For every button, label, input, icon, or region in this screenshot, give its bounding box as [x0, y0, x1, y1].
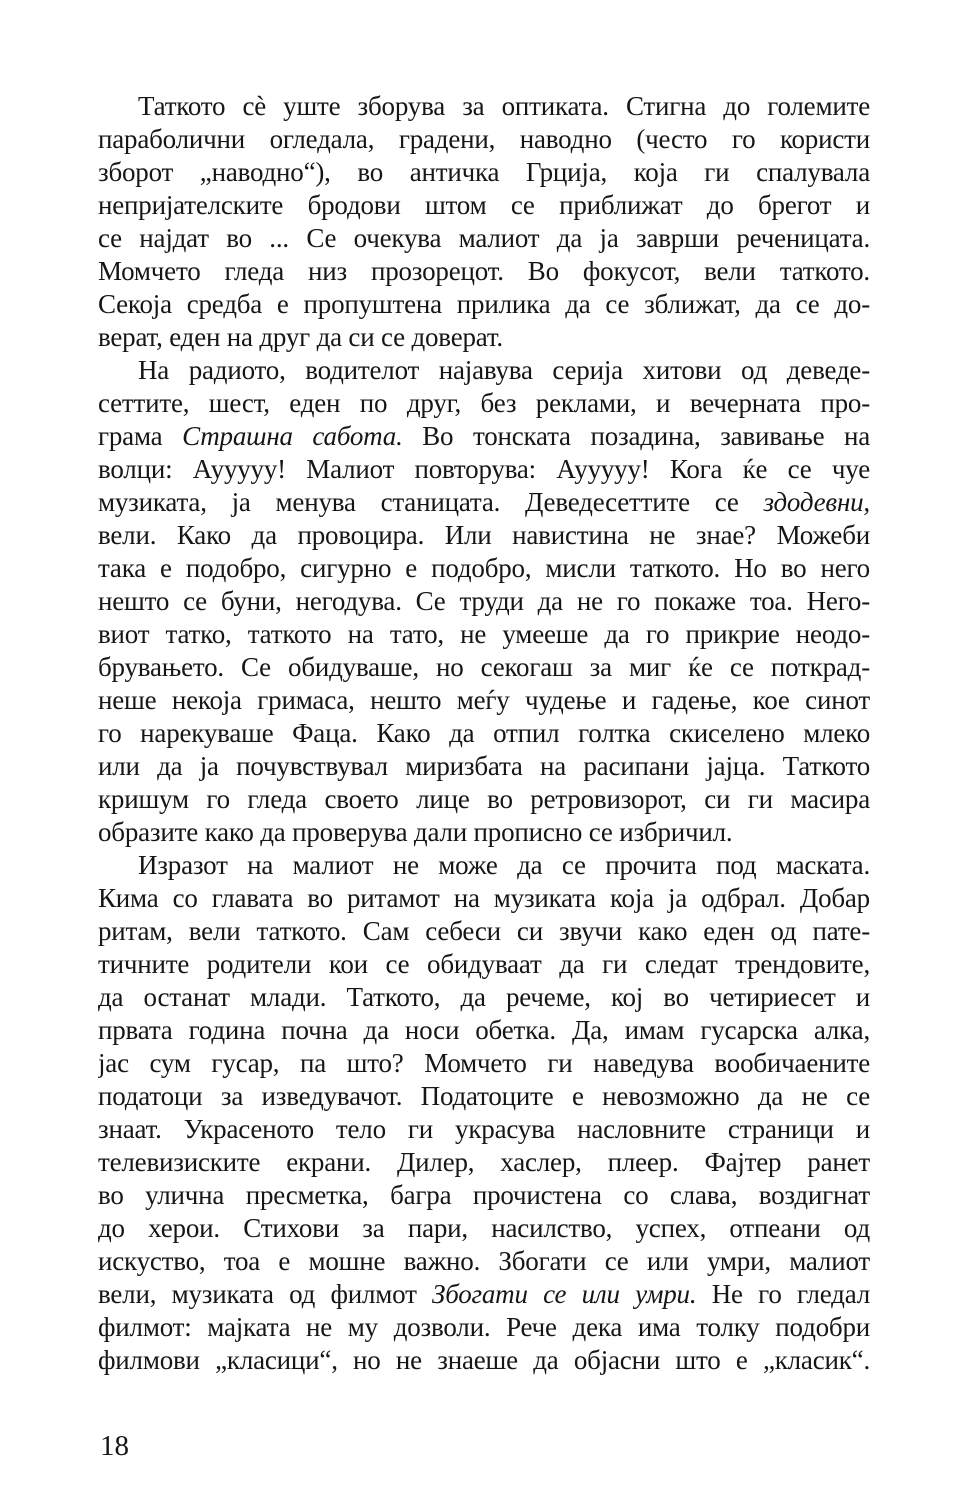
text-line	[98, 1179, 870, 1212]
text-segment: Таткото сѐ уште зборува за оптиката. Стигна до големите	[138, 91, 870, 121]
text-segment: да останат млади. Таткото, да речеме, кој во четириесет и	[98, 982, 870, 1012]
text-line	[98, 585, 870, 618]
text-line	[98, 1311, 870, 1344]
text-segment: музиката, ја менува станицата. Деведесеттите се	[98, 487, 764, 517]
text-line	[98, 519, 870, 552]
text-line	[98, 816, 870, 849]
text-segment: виот татко, таткото на тато, не умееше да го прикрие неодо-	[98, 619, 870, 649]
text-line	[98, 849, 870, 882]
text-line	[98, 1245, 870, 1278]
text-line	[98, 1146, 870, 1179]
text-segment: нешто се буни, негодува. Се труди да не го покаже тоа. Него-	[98, 586, 870, 616]
text-segment: тичните родители кои се обидуваат да ги следат трендовите,	[98, 949, 870, 979]
text-segment: се најдат во ... Се очекува малиот да ја заврши реченицата.	[98, 223, 870, 253]
text-segment: зборот „наводно“), во античка Грција, која ги спалувала	[98, 157, 870, 187]
text-line	[98, 552, 870, 585]
text-segment: Во тонската позадина, завивање на	[402, 421, 870, 451]
italic-text: Збогати се или умри.	[432, 1279, 697, 1309]
text-segment: непријателските бродови штом се приближат до брегот и	[98, 190, 870, 220]
text-segment: грама	[98, 421, 183, 451]
text-line	[98, 618, 870, 651]
text-line	[98, 1278, 870, 1311]
text-segment: знаат. Украсеното тело ги украсува насловните страници и	[98, 1114, 870, 1144]
text-line	[98, 981, 870, 1014]
text-line	[98, 156, 870, 189]
text-segment: брувањето. Се обидуваше, но секогаш за миг ќе се поткрад-	[98, 652, 870, 682]
text-line	[98, 882, 870, 915]
text-line	[98, 1113, 870, 1146]
text-segment: филмови „класици“, но не знаеше да објасни што е „класик“.	[98, 1345, 870, 1375]
text-segment: волци: Аууууу! Малиот повторува: Аууууу! Кога ќе се чуе	[98, 454, 870, 484]
text-segment: искуство, тоа е мошне важно. Збогати се или умри, малиот	[98, 1246, 870, 1276]
text-line	[98, 1047, 870, 1080]
text-segment: Кима со главата во ритамот на музиката која ја одбрал. Добар	[98, 883, 870, 913]
text-line	[98, 123, 870, 156]
page-number: 18	[100, 1430, 129, 1462]
text-segment: вели, музиката од филмот	[98, 1279, 433, 1309]
text-line	[98, 1014, 870, 1047]
text-segment: првата година почна да носи обетка. Да, имам гусарска алка,	[98, 1015, 870, 1045]
text-line	[98, 420, 870, 453]
text-line	[98, 222, 870, 255]
text-segment: На радиото, водителот најавува серија хитови од деведе-	[138, 355, 870, 385]
text-segment: јас сум гусар, па што? Момчето ги наведува вообичаените	[98, 1048, 870, 1078]
text-line	[98, 1212, 870, 1245]
text-segment: податоци за изведувачот. Податоците е невозможно да не се	[98, 1081, 870, 1111]
text-segment: неше некоја гримаса, нешто меѓу чудење и гадење, кое синот	[98, 685, 870, 715]
text-line	[98, 288, 870, 321]
text-line	[98, 717, 870, 750]
text-line	[98, 783, 870, 816]
paragraph	[98, 354, 870, 849]
text-segment: ритам, вели таткото. Сам себеси си звучи како еден од пате-	[98, 916, 870, 946]
text-segment: во улична пресметка, багра прочистена со слава, воздигнат	[98, 1180, 870, 1210]
text-line	[98, 354, 870, 387]
text-segment: Изразот на малиот не може да се прочита под маската.	[138, 850, 870, 880]
italic-text: Страшна сабота.	[182, 421, 403, 451]
text-line	[98, 189, 870, 222]
text-segment: верат, еден на друг да си се доверат.	[98, 322, 503, 352]
text-line	[98, 1344, 870, 1377]
text-segment: образите како да проверува дали прописно се избричил.	[98, 817, 733, 847]
text-segment: вели. Како да провоцира. Или навистина не знае? Можеби	[98, 520, 870, 550]
text-segment: го нарекуваше Фаца. Како да отпил голтка скиселено млеко	[98, 718, 870, 748]
text-line	[98, 387, 870, 420]
text-line	[98, 90, 870, 123]
text-segment: Не го гледал	[696, 1279, 870, 1309]
paragraph	[98, 90, 870, 354]
text-segment: кришум го гледа своето лице во ретровизорот, си ги масира	[98, 784, 870, 814]
text-segment: до херои. Стихови за пари, насилство, успех, отпеани од	[98, 1213, 870, 1243]
text-block	[98, 90, 870, 1377]
text-line	[98, 948, 870, 981]
text-line	[98, 486, 870, 519]
text-line	[98, 750, 870, 783]
text-segment: телевизиските екрани. Дилер, хаслер, плеер. Фајтер ранет	[98, 1147, 870, 1177]
text-line	[98, 651, 870, 684]
italic-text: здодевни,	[763, 487, 870, 517]
text-segment: филмот: мајката не му дозволи. Рече дека има толку подобри	[98, 1312, 870, 1342]
text-segment: или да ја почувствувал миризбата на расипани јајца. Таткото	[98, 751, 870, 781]
text-line	[98, 684, 870, 717]
text-segment: така е подобро, сигурно е подобро, мисли таткото. Но во него	[98, 553, 870, 583]
text-segment: сеттите, шест, еден по друг, без реклами, и вечерната про-	[98, 388, 870, 418]
text-line	[98, 915, 870, 948]
paragraph	[98, 849, 870, 1377]
text-line	[98, 321, 870, 354]
text-line	[98, 255, 870, 288]
text-segment: Секоја средба е пропуштена прилика да се зближат, да се до-	[98, 289, 870, 319]
text-segment: Момчето гледа низ прозорецот. Во фокусот, вели таткото.	[98, 256, 870, 286]
text-segment: параболични огледала, градени, наводно (често го користи	[98, 124, 870, 154]
text-line	[98, 1080, 870, 1113]
text-line	[98, 453, 870, 486]
